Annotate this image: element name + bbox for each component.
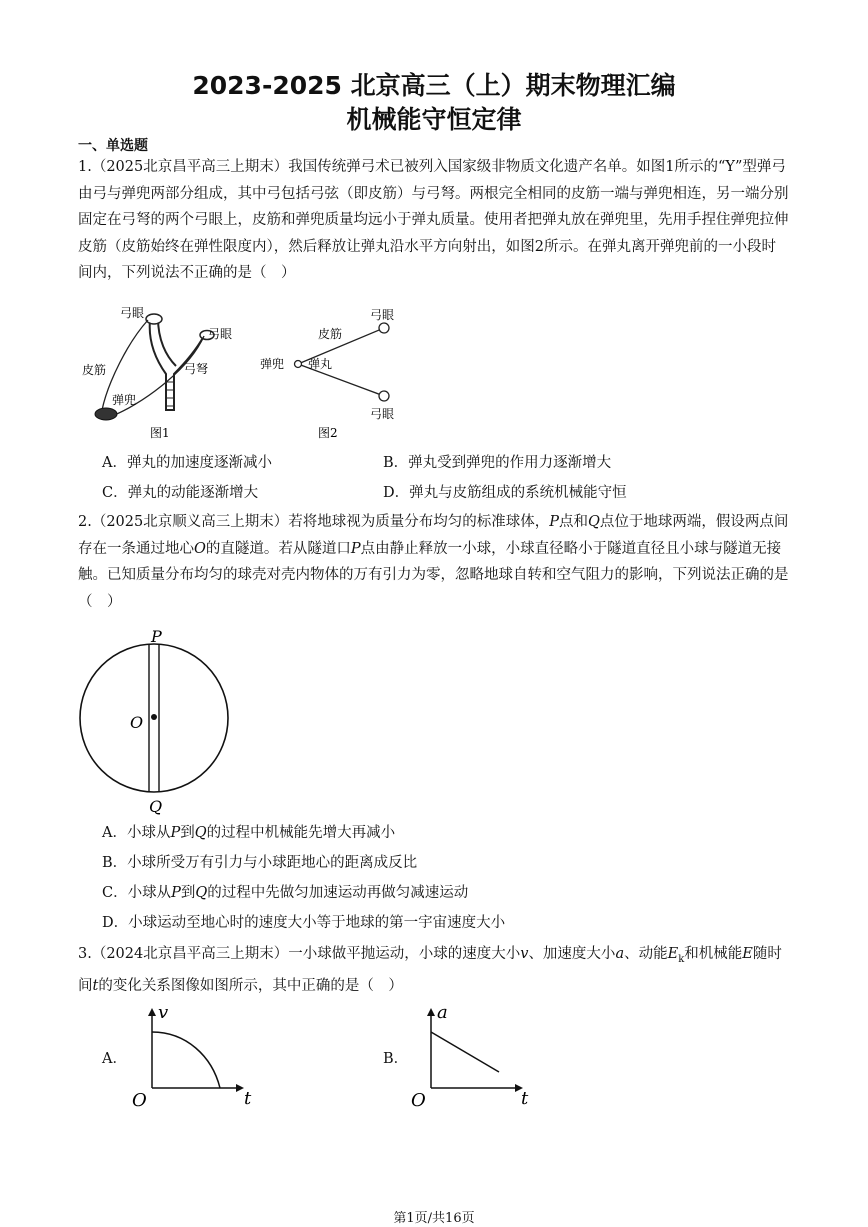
fig2-label-pellet: 弹丸 xyxy=(308,357,333,371)
graph-a-xlabel: t xyxy=(244,1088,252,1109)
handle-wrap xyxy=(166,382,174,406)
graph-b-y-arrow xyxy=(427,1008,435,1016)
fig1-caption: 图1 xyxy=(150,426,170,440)
label-o: O xyxy=(130,713,144,732)
q3-stem: 3.（2024北京昌平高三上期末）一小球做平抛运动，小球的速度大小v、加速度大小a、动能$E_k$和机械能E随时间t的变化关系图像如图所示，其中正确的是（ ） xyxy=(78,946,782,995)
q3-option-b-label: B． xyxy=(383,1051,409,1067)
page-title-line2: 机械能守恒定律 xyxy=(346,105,522,134)
q1-option-c: C．弹丸的动能逐渐增大 xyxy=(102,485,259,501)
pouch-shape xyxy=(95,408,117,420)
q2-option-b: B．小球所受万有引力与小球距地心的距离成反比 xyxy=(102,855,418,871)
fig2-label-band: 皮筋 xyxy=(318,327,343,341)
fig2-caption: 图2 xyxy=(318,426,338,440)
label-p: P xyxy=(151,628,162,646)
page-title-line1: 2023-2025 北京高三（上）期末物理汇编 xyxy=(192,71,676,100)
q2-option-d: D．小球运动至地心时的速度大小等于地球的第一宇宙速度大小 xyxy=(102,915,506,931)
section-heading: 一、单选题 xyxy=(78,138,148,154)
graph-b-line xyxy=(431,1032,499,1072)
fig2-label-eye-top: 弓眼 xyxy=(370,308,395,322)
slingshot-frame-inner xyxy=(158,318,176,366)
q1-option-a: A．弹丸的加速度逐渐减小 xyxy=(102,455,272,471)
eye-left-ring xyxy=(146,314,162,324)
q1-option-d: D．弹丸与皮筋组成的系统机械能守恒 xyxy=(383,485,627,501)
graph-b-xlabel: t xyxy=(521,1088,529,1109)
graph-a-origin: O xyxy=(132,1090,147,1111)
fig2-eye-top xyxy=(379,323,389,333)
fig2-label-pouch: 弹兜 xyxy=(260,357,285,371)
q2-figure xyxy=(78,628,238,816)
q2-stem: 2.（2025北京顺义高三上期末）若将地球视为质量分布均匀的标准球体，P点和Q点位于地球两端，假设两点间存在一条通过地心O的直隧道。若从隧道口P点由静止释放一小球，小球直径略小于隧道直径且小球与隧道无接触。已知质量分布均匀的球壳对壳内物体的万有引力为零，忽略地球自转和空气阻力的影响，下列说法正确的是（ ） xyxy=(78,514,789,610)
fig2-eye-bottom xyxy=(379,391,389,401)
fig2-label-eye-bottom: 弓眼 xyxy=(370,407,395,421)
page-footer: 第1页/共16页 xyxy=(393,1211,475,1226)
fig1-label-eye-left: 弓眼 xyxy=(120,306,145,320)
q3-graph-a xyxy=(126,1000,266,1112)
graph-b-ylabel: a xyxy=(437,1002,448,1023)
q3-graph-b xyxy=(405,1000,545,1112)
q3-option-a-label: A． xyxy=(102,1051,127,1067)
center-dot xyxy=(151,714,157,720)
fig1-label-band: 皮筋 xyxy=(82,363,107,377)
graph-a-y-arrow xyxy=(148,1008,156,1016)
graph-b-origin: O xyxy=(411,1090,426,1111)
q2-option-a: A．小球从P到Q的过程中机械能先增大再减小 xyxy=(102,825,396,841)
graph-a-x-arrow xyxy=(236,1084,244,1092)
label-q: Q xyxy=(149,797,163,816)
fig1-label-pouch: 弹兜 xyxy=(112,393,137,407)
fig2-pouch-point xyxy=(295,361,302,368)
q2-option-c: C．小球从P到Q的过程中先做匀加速运动再做匀减速运动 xyxy=(102,885,469,901)
fig1-label-crossbow: 弓弩 xyxy=(184,362,209,376)
graph-a-ylabel: v xyxy=(158,1002,169,1023)
q1-figure1 xyxy=(78,302,248,444)
q1-option-b: B．弹丸受到弹兜的作用力逐渐增大 xyxy=(383,455,612,471)
fig1-label-eye-right: 弓眼 xyxy=(208,327,233,341)
graph-a-curve xyxy=(152,1032,220,1088)
q1-stem: 1.（2025北京昌平高三上期末）我国传统弹弓术已被列入国家级非物质文化遗产名单。如图1所示的“Y”型弹弓由弓与弹兜两部分组成，其中弓包括弓弦（即皮筋）与弓弩。两根完全相同的皮筋一端与弹兜相连，另一端分别固定在弓弩的两个弓眼上，皮筋和弹兜质量均远小于弹丸质量。使用者把弹丸放在弹兜里，先用手捏住弹兜拉伸皮筋（皮筋始终在弹性限度内），然后释放让弹丸沿水平方向射出，如图2所示。在弹丸离开弹兜前的一小段时间内，下列说法不正确的是（ ） xyxy=(78,159,789,281)
q1-figure2 xyxy=(258,302,418,444)
